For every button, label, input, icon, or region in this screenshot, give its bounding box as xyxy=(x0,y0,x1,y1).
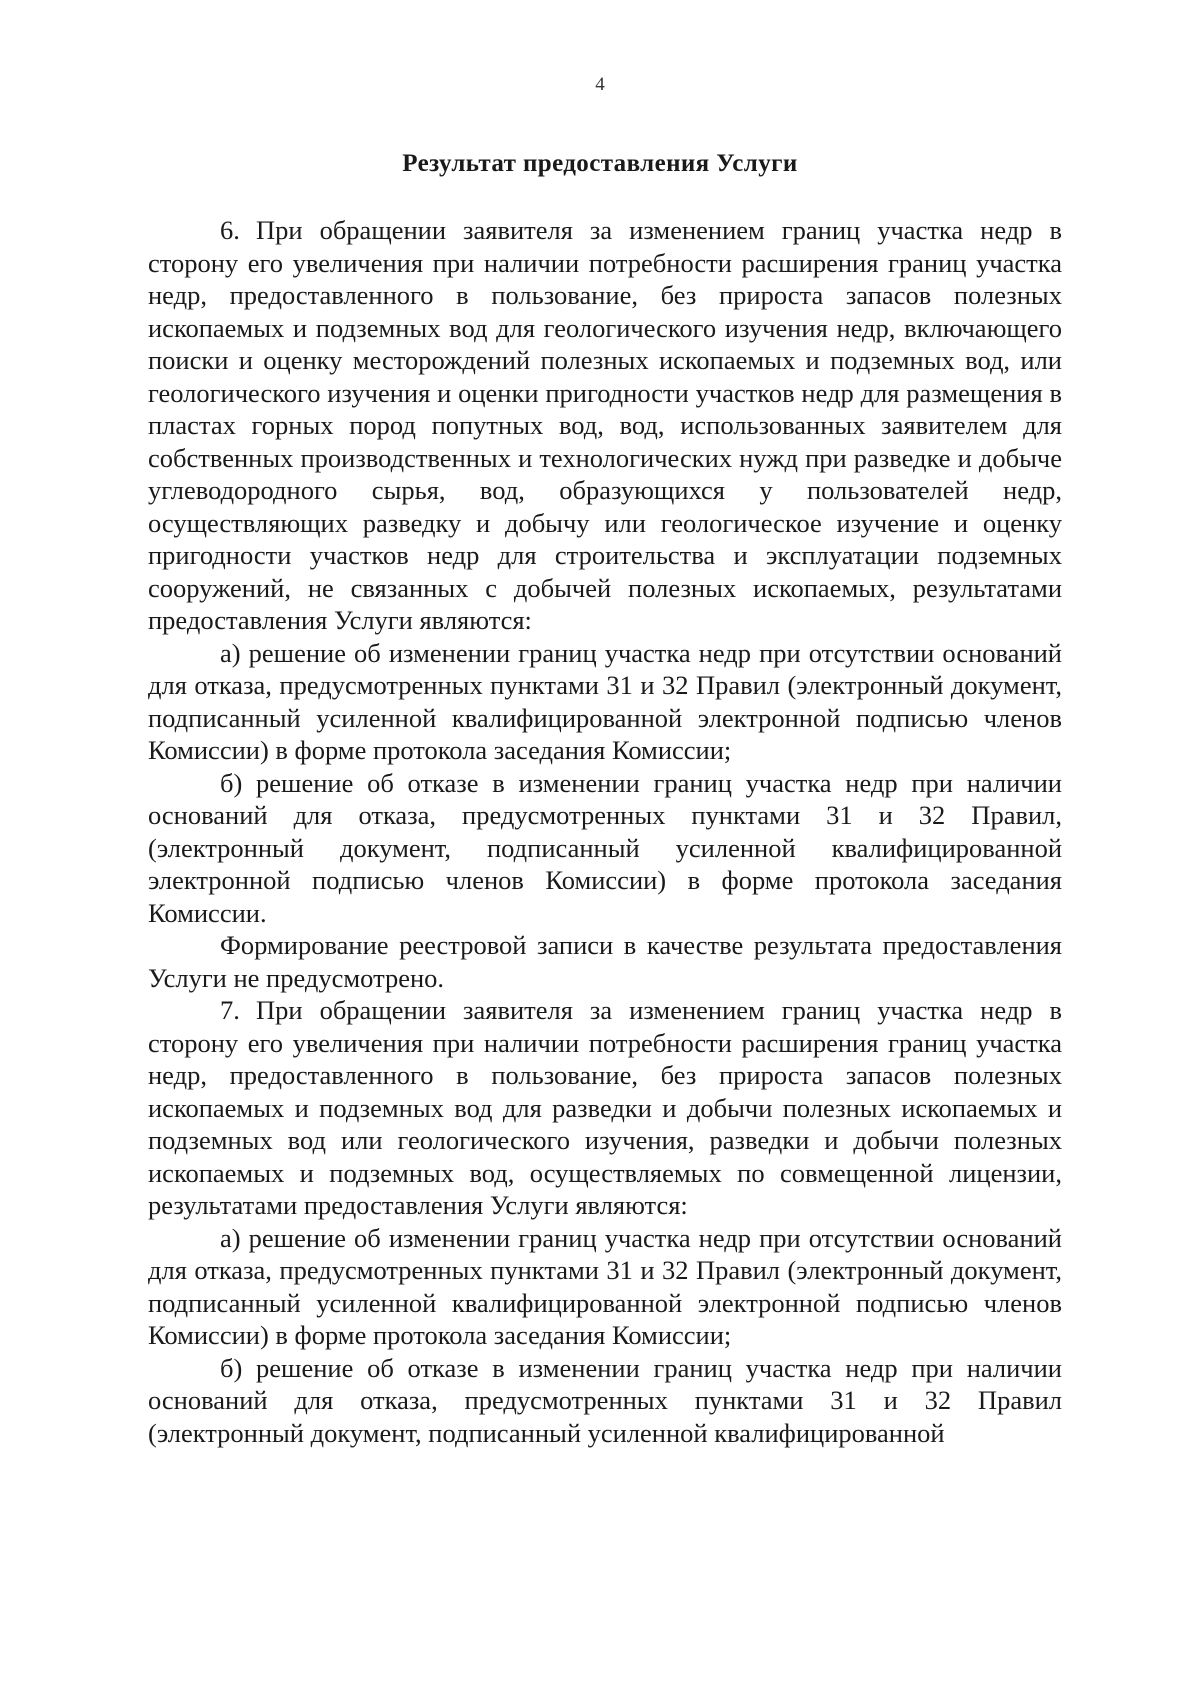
paragraph-text: а) решение об изменении границ участка недр при отсутствии оснований для отказа, предусмотренных пунктами 31 и 32 Правил (электронный документ, подписанный усиленной квалифицированной электронной подписью членов Комиссии) в форме протокола заседания Комиссии; xyxy=(148,1222,1062,1350)
paragraph-number: 6. xyxy=(220,215,240,245)
paragraph-7 xyxy=(148,994,1062,1222)
paragraph-text: При обращении заявителя за изменением границ участка недр в сторону его увеличения при наличии потребности расширения границ участка недр, предоставленного в пользование, без прироста запасов полезных ископаемых и подземных вод для разведки и добычи полезных ископаемых и подземных вод или геологического изучения, разведки и добычи полезных ископаемых и подземных вод, осуществляемых по совмещенной лицензии, результатами предоставления Услуги являются: xyxy=(148,995,1062,1220)
paragraph-text: б) решение об отказе в изменении границ участка недр при наличии оснований для отказа, предусмотренных пунктами 31 и 32 Правил (электронный документ, подписанный усиленной квалифицированной xyxy=(148,1352,1062,1448)
paragraph-text: а) решение об изменении границ участка недр при отсутствии оснований для отказа, предусмотренных пунктами 31 и 32 Правил (электронный документ, подписанный усиленной квалифицированной электронной подписью членов Комиссии) в форме протокола заседания Комиссии; xyxy=(148,637,1062,765)
paragraph-7b xyxy=(148,1352,1062,1450)
section-title: Результат предоставления Услуги xyxy=(402,150,798,177)
page-number: 4 xyxy=(595,74,605,95)
document-body xyxy=(148,214,1062,1449)
paragraph-registry-note xyxy=(148,929,1062,994)
paragraph-6a xyxy=(148,637,1062,767)
paragraph-text: Формирование реестровой записи в качестве результата предоставления Услуги не предусмотрено. xyxy=(148,930,1062,993)
paragraph-7a xyxy=(148,1222,1062,1352)
paragraph-number: 7. xyxy=(220,995,240,1025)
paragraph-text: б) решение об отказе в изменении границ участка недр при наличии оснований для отказа, предусмотренных пунктами 31 и 32 Правил, (электронный документ, подписанный усиленной квалифицированной электронной подписью членов Комиссии) в форме протокола заседания Комиссии. xyxy=(148,767,1062,928)
paragraph-6 xyxy=(148,214,1062,637)
paragraph-text: При обращении заявителя за изменением границ участка недр в сторону его увеличения при наличии потребности расширения границ участка недр, предоставленного в пользование, без прироста запасов полезных ископаемых и подземных вод для геологического изучения недр, включающего поиски и оценку месторождений полезных ископаемых и подземных вод, или геологического изучения и оценки пригодности участков недр для размещения в пластах горных пород попутных вод, вод, использованных заявителем для собственных производственных и технологических нужд при разведке и добыче углеводородного сырья, вод, образующихся у пользователей недр, осуществляющих разведку и добычу или геологическое изучение и оценку пригодности участков недр для строительства и эксплуатации подземных сооружений, не связанных с добычей полезных ископаемых, результатами предоставления Услуги являются: xyxy=(148,215,1062,635)
paragraph-6b xyxy=(148,767,1062,930)
